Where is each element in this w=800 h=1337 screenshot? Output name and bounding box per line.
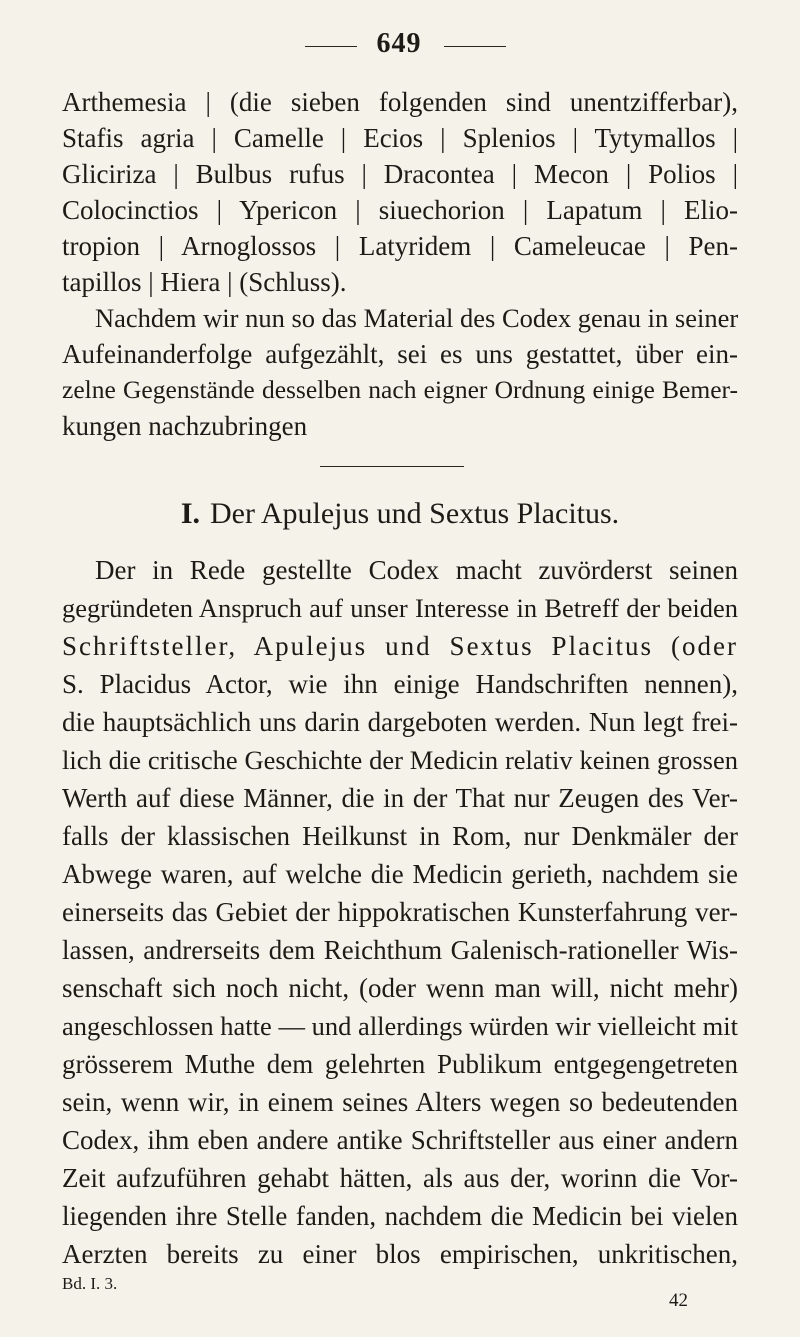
text-line: Zeit aufzuführen gehabt hätten, als aus der, worinn die Vor-: [62, 1163, 738, 1193]
text-line: grösserem Muthe dem gelehrten Publikum entgegengetreten: [62, 1049, 738, 1079]
text-line: zelne Gegenstände desselben nach eigner Ordnung einige Bemer-: [62, 375, 738, 404]
text-line: Stafis agria | Camelle | Ecios | Splenios | Tytymallos |: [62, 123, 738, 153]
text-line: falls der klassischen Heilkunst in Rom, nur Denkmäler der: [62, 821, 738, 851]
text-line: Aerzten bereits zu einer blos empirischen, unkritischen,: [62, 1239, 738, 1269]
text-line: Abwege waren, auf welche die Medicin gerieth, nachdem sie: [62, 859, 738, 889]
text-line: tapillos | Hiera | (Schluss).: [62, 267, 347, 297]
section-heading: [62, 494, 738, 534]
text-line: die hauptsächlich uns darin dargeboten werden. Nun legt frei-: [62, 707, 738, 737]
text-line: Codex, ihm eben andere antike Schriftsteller aus einer andern: [62, 1125, 738, 1155]
text-line: Gliciriza | Bulbus rufus | Dracontea | Mecon | Polios |: [62, 159, 738, 189]
text-line: lich die critische Geschichte der Medicin relativ keinen grossen: [62, 745, 738, 775]
section-number: I.: [180, 497, 201, 530]
page-header: [0, 24, 800, 64]
text-line: angeschlossen hatte — und allerdings würden wir vielleicht mit: [62, 1011, 738, 1041]
section-separator: [320, 466, 464, 467]
text-line: kungen nachzubringen: [62, 411, 308, 441]
footer-page-number: 42: [669, 1290, 688, 1311]
text-line: lassen, andrerseits dem Reichthum Galenisch-rationeller Wis-: [62, 935, 738, 965]
text-line: senschaft sich noch nicht, (oder wenn man will, nicht mehr): [62, 973, 738, 1003]
text-line: tropion | Arnoglossos | Latyridem | Cameleucae | Pen-: [62, 231, 738, 261]
text-line: sein, wenn wir, in einem seines Alters wegen so bedeutenden: [62, 1087, 738, 1117]
text-line: Colocinctios | Ypericon | siuechorion | Lapatum | Elio-: [62, 195, 738, 225]
header-rule-right: [444, 46, 506, 47]
text-line: liegenden ihre Stelle fanden, nachdem die Medicin bei vielen: [62, 1201, 738, 1231]
text-line: S. Placidus Actor, wie ihn einige Handschriften nennen),: [62, 669, 738, 699]
text-line: gegründeten Anspruch auf unser Interesse in Betreff der beiden: [62, 593, 738, 623]
section-title: Der Apulejus und Sextus Placitus.: [210, 497, 620, 530]
signature-mark: Bd. I. 3.: [62, 1274, 118, 1293]
text-line: Schriftsteller, Apulejus und Sextus Placitus (oder: [62, 631, 738, 661]
text-line: Arthemesia | (die sieben folgenden sind unentzifferbar),: [62, 87, 738, 117]
header-page-number: 649: [376, 28, 422, 59]
text-line: Nachdem wir nun so das Material des Codex genau in seiner: [95, 303, 739, 333]
text-line: Der in Rede gestellte Codex macht zuvörderst seinen: [95, 555, 738, 585]
text-line: einerseits das Gebiet der hippokratischen Kunsterfahrung ver-: [62, 897, 738, 927]
header-rule-left: [305, 46, 357, 47]
text-line: Aufeinanderfolge aufgezählt, sei es uns gestattet, über ein-: [62, 339, 738, 369]
text-line: Werth auf diese Männer, die in der That nur Zeugen des Ver-: [62, 783, 738, 813]
